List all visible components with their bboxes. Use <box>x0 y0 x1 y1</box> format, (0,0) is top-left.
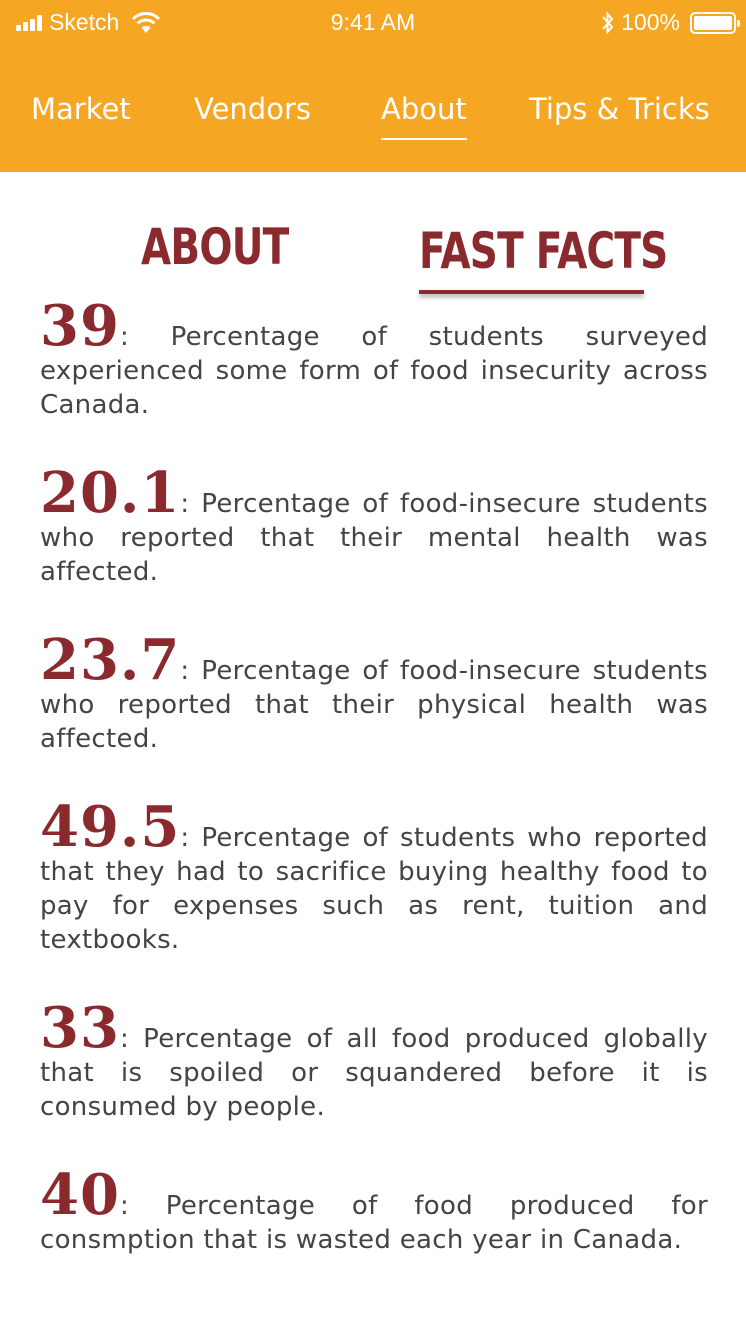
fact-text: : Percentage of students who reported that they had to sacrifice buying healthy food to pay for expenses such as rent, tuition and textbooks. <box>40 823 708 955</box>
status-left <box>16 9 161 36</box>
battery-icon <box>690 12 736 34</box>
fact-number: 20.1 <box>40 460 181 526</box>
nav-item-vendors[interactable]: Vendors <box>194 92 311 126</box>
fact-item <box>40 1162 708 1257</box>
fact-text: : Percentage of students surveyed experienced some form of food insecurity across Canada. <box>40 322 708 420</box>
fast-facts-list <box>40 293 708 1308</box>
fact-item <box>40 995 708 1124</box>
fact-text: : Percentage of food-insecure students who reported that their mental health was affected. <box>40 489 708 587</box>
status-bar <box>0 0 746 44</box>
fact-text: : Percentage of all food produced globally that is spoiled or squandered before it is consumed by people. <box>40 1024 708 1122</box>
nav-item-market[interactable]: Market <box>31 92 131 126</box>
fact-number: 49.5 <box>40 794 181 860</box>
tab-fast-facts[interactable]: FAST FACTS <box>419 222 668 280</box>
signal-icon <box>16 15 42 31</box>
top-nav <box>0 92 746 142</box>
fact-text: : Percentage of food-insecure students who reported that their physical health was affected. <box>40 656 708 754</box>
status-right <box>601 9 736 36</box>
battery-percent: 100% <box>621 9 680 35</box>
fact-item <box>40 627 708 756</box>
fact-number: 39 <box>40 293 120 359</box>
fact-item <box>40 293 708 422</box>
app-header <box>0 0 746 172</box>
fact-number: 23.7 <box>40 627 181 693</box>
bluetooth-icon <box>601 11 615 35</box>
fact-number: 33 <box>40 995 120 1061</box>
tab-active-indicator <box>419 290 644 294</box>
fact-item <box>40 460 708 589</box>
tab-about[interactable]: ABOUT <box>141 218 289 276</box>
fact-item <box>40 794 708 957</box>
fact-number: 40 <box>40 1162 120 1228</box>
nav-item-about[interactable]: About <box>381 92 467 126</box>
carrier-label: Sketch <box>49 9 120 35</box>
fact-text: : Percentage of food produced for consmption that is wasted each year in Canada. <box>40 1191 708 1255</box>
nav-item-tips-tricks[interactable]: Tips & Tricks <box>529 92 710 126</box>
wifi-icon <box>131 12 161 34</box>
status-time: 9:41 AM <box>330 9 416 35</box>
